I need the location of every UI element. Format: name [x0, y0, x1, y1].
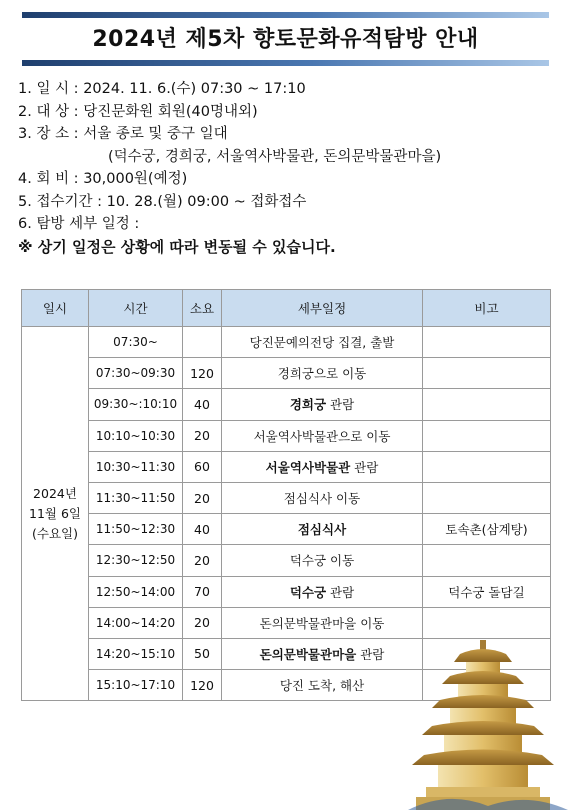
title-bar-top: [22, 12, 549, 18]
cell-detail: [222, 576, 423, 607]
table-row: [22, 420, 551, 451]
cell-duration: [183, 327, 222, 358]
table-row: [22, 576, 551, 607]
detail-text: 관람: [350, 459, 379, 475]
info-date: 1. 일 시 : 2024. 11. 6.(수) 07:30 ~ 17:10: [18, 81, 306, 97]
table-row: [22, 327, 551, 358]
detail-text: 경희궁으로 이동: [277, 366, 367, 382]
detail-text: 점심식사 이동: [283, 491, 361, 507]
cell-remarks: [423, 545, 551, 576]
cell-time: 07:30~09:30: [89, 358, 183, 389]
cell-duration: 120: [183, 670, 222, 701]
detail-text: 관람: [326, 584, 355, 600]
cell-detail: [222, 638, 423, 669]
table-header-row: [22, 290, 551, 327]
cell-remarks: 덕수궁 돌담길: [423, 576, 551, 607]
table-row: [22, 389, 551, 420]
info-place: 3. 장 소 : 서울 종로 및 중구 일대: [18, 126, 228, 142]
cell-remarks: [423, 358, 551, 389]
cell-time: 12:30~12:50: [89, 545, 183, 576]
info-key: 회 비: [36, 171, 70, 187]
cell-detail: [222, 607, 423, 638]
cell-remarks: [423, 327, 551, 358]
cell-time: 14:20~15:10: [89, 638, 183, 669]
cell-detail: [222, 420, 423, 451]
date-line: (수요일): [32, 525, 78, 541]
header-duration: 소요: [183, 290, 222, 327]
cell-time: 15:10~17:10: [89, 670, 183, 701]
notice-text: ※ 상기 일정은 상황에 따라 변동될 수 있습니다.: [18, 237, 336, 256]
cell-duration: 120: [183, 358, 222, 389]
cell-duration: 50: [183, 638, 222, 669]
info-fee: 4. 회 비 : 30,000원(예정): [18, 171, 188, 187]
info-value: 10. 28.(월) 09:00 ~ 접화접수: [106, 193, 307, 210]
info-num: 1.: [18, 81, 32, 97]
detail-text: 돈의문박물관마을 이동: [259, 615, 385, 631]
cell-duration: 20: [183, 545, 222, 576]
info-num: 5.: [18, 193, 32, 210]
detail-text: 당진문예의전당 집결, 출발: [249, 335, 395, 351]
cell-remarks: [423, 389, 551, 420]
header-detail: 세부일정: [222, 290, 423, 327]
cell-duration: 20: [183, 607, 222, 638]
detail-highlight: 서울역사박물관: [265, 459, 351, 475]
header-time: 시간: [89, 290, 183, 327]
cell-duration: 60: [183, 451, 222, 482]
detail-text: 관람: [356, 646, 385, 662]
info-target: 2. 대 상 : 당진문화원 회원(40명내외): [18, 103, 258, 120]
cell-duration: 40: [183, 389, 222, 420]
cell-detail: [222, 327, 423, 358]
detail-text: 당진 도착, 해산: [279, 678, 365, 694]
cell-detail: [222, 545, 423, 576]
cell-remarks: 토속촌(삼계탕): [423, 514, 551, 545]
table-row: [22, 607, 551, 638]
info-value: 당진문화원 회원(40명내외): [83, 103, 258, 120]
header-remarks: 비고: [423, 290, 551, 327]
cell-detail: [222, 670, 423, 701]
info-registration: 5. 접수기간 : 10. 28.(월) 09:00 ~ 접화접수: [18, 193, 307, 210]
date-line: 11월 6일: [29, 505, 81, 521]
cell-remarks: [423, 420, 551, 451]
info-num: 4.: [18, 171, 32, 187]
cell-time: 11:50~12:30: [89, 514, 183, 545]
table-row: [22, 358, 551, 389]
info-value: 서울 종로 및 중구 일대: [83, 126, 228, 142]
info-key: 대 상: [36, 103, 70, 120]
detail-highlight: 돈의문박물관마을: [259, 646, 357, 662]
info-value: 30,000원(예정): [83, 171, 188, 187]
detail-text: 관람: [326, 397, 355, 413]
detail-highlight: 경희궁: [289, 397, 327, 413]
info-key: 탐방 세부 일정: [36, 216, 130, 232]
date-line: 2024년: [33, 485, 77, 501]
header-date: 일시: [22, 290, 89, 327]
table-row: [22, 482, 551, 513]
table-row: [22, 545, 551, 576]
info-key: 장 소: [36, 126, 70, 142]
title-bar-bottom: [22, 60, 549, 66]
cell-detail: [222, 514, 423, 545]
cell-duration: 20: [183, 482, 222, 513]
detail-text: 서울역사박물관으로 이동: [253, 428, 391, 444]
cell-duration: 70: [183, 576, 222, 607]
info-value: 2024. 11. 6.(수) 07:30 ~ 17:10: [83, 81, 306, 97]
cell-time: 09:30~:10:10: [89, 389, 183, 420]
detail-highlight: 점심식사: [297, 522, 347, 538]
info-key: 일 시: [36, 81, 70, 97]
cell-duration: 40: [183, 514, 222, 545]
cell-remarks: [423, 451, 551, 482]
cell-time: 14:00~14:20: [89, 607, 183, 638]
cell-remarks: [423, 607, 551, 638]
info-num: 2.: [18, 103, 32, 120]
cell-detail: [222, 482, 423, 513]
cell-date: [22, 327, 89, 701]
cell-detail: [222, 358, 423, 389]
cell-time: 11:30~11:50: [89, 482, 183, 513]
info-place-detail: (덕수궁, 경희궁, 서울역사박물관, 돈의문박물관마을): [108, 148, 442, 165]
cell-time: 12:50~14:00: [89, 576, 183, 607]
info-schedule-heading: 6. 탐방 세부 일정 :: [18, 216, 140, 232]
pagoda-illustration: [408, 640, 568, 810]
info-num: 3.: [18, 126, 32, 142]
cell-detail: [222, 451, 423, 482]
page-title: 2024년 제5차 향토문화유적탐방 안내: [92, 27, 479, 52]
cell-time: 10:30~11:30: [89, 451, 183, 482]
cell-remarks: [423, 482, 551, 513]
detail-text: 덕수궁 이동: [289, 553, 355, 569]
info-list: [18, 78, 558, 258]
cell-time: 10:10~10:30: [89, 420, 183, 451]
cell-duration: 20: [183, 420, 222, 451]
table-row: [22, 451, 551, 482]
cell-detail: [222, 389, 423, 420]
table-row: [22, 514, 551, 545]
info-key: 접수기간: [36, 193, 93, 210]
info-num: 6.: [18, 216, 32, 232]
cell-time: 07:30~: [89, 327, 183, 358]
detail-highlight: 덕수궁: [289, 584, 327, 600]
